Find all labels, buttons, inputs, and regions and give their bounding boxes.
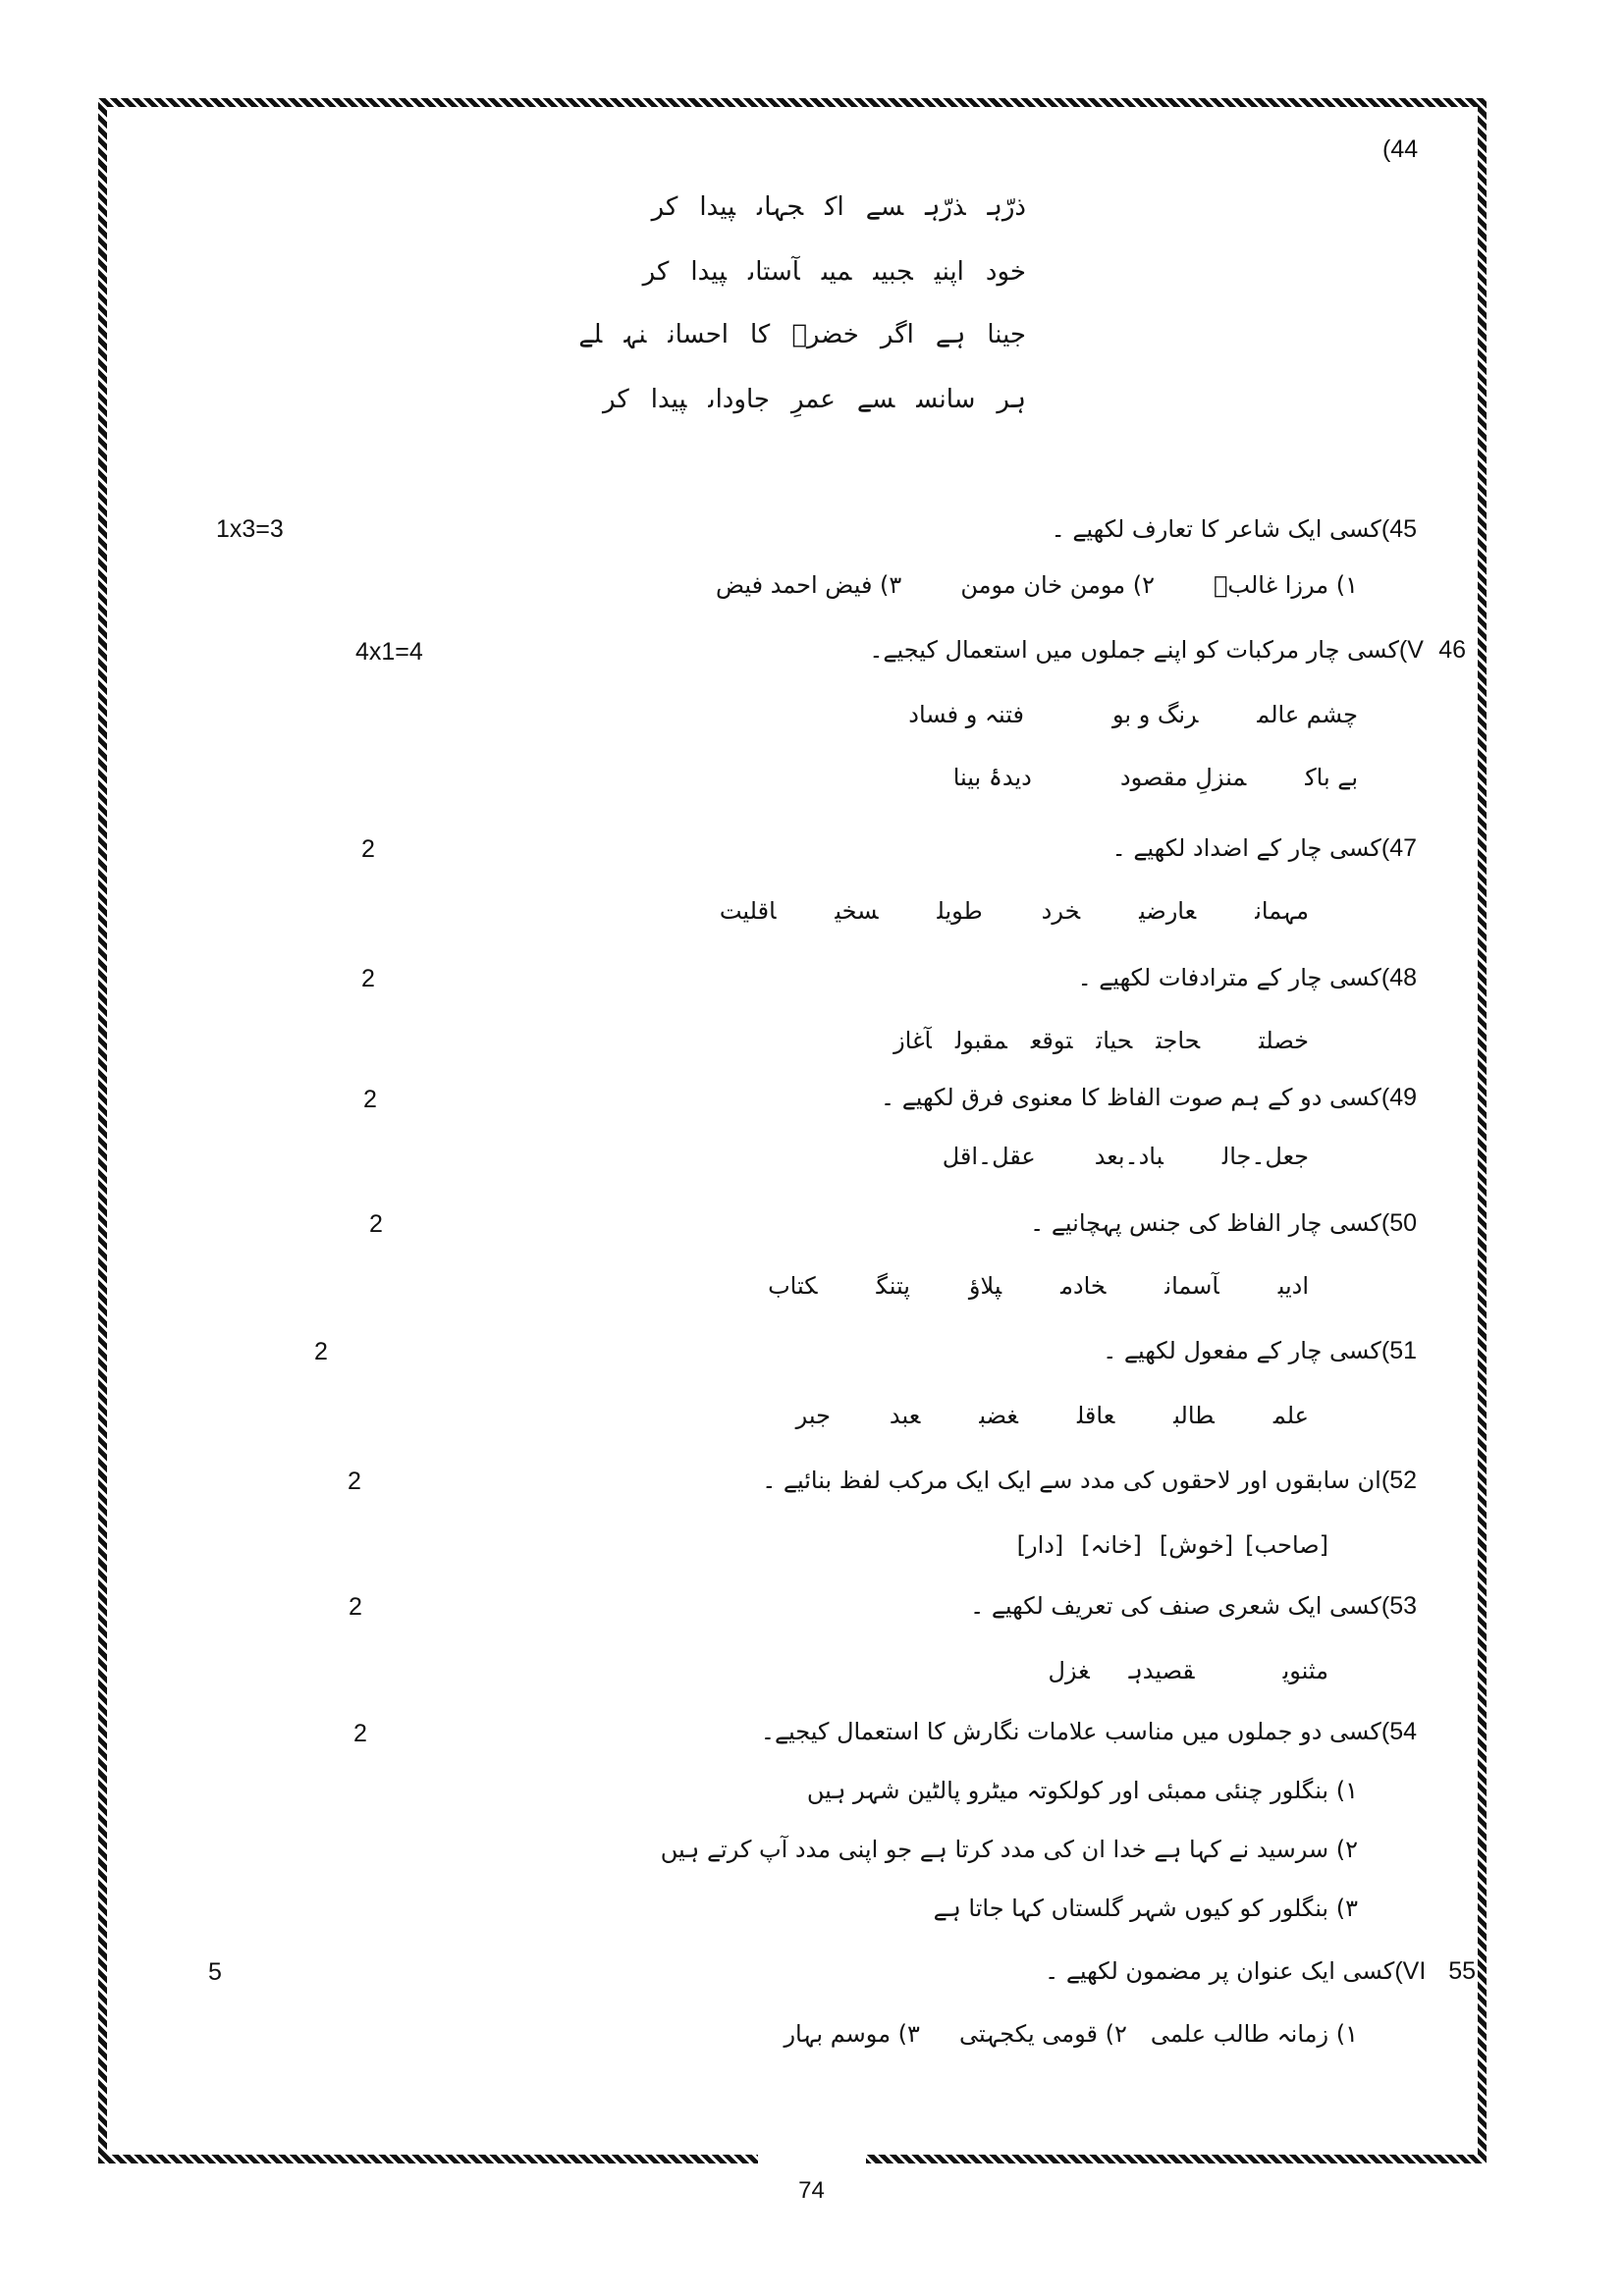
words-52: [صاحب][خوش][خانہ][دار] bbox=[1016, 1531, 1328, 1559]
question-48: 48)کسی چار کے مترادفات لکھیے ۔ bbox=[1077, 964, 1417, 991]
question-47: 47)کسی چار کے اضداد لکھیے ۔ bbox=[1111, 834, 1417, 862]
marks-50: 2 bbox=[369, 1210, 383, 1238]
marks-46: 4x1=4 bbox=[355, 638, 423, 666]
phrases-46-row1: چشم عالمرنگ و بوفتنہ و فساد bbox=[908, 701, 1358, 728]
question-54: 54)کسی دو جملوں میں مناسب علامات نگارش کا استعمال کیجیے۔ bbox=[760, 1718, 1417, 1745]
question-52: 52)ان سابقوں اور لاحقوں کی مدد سے ایک ایک مرکب لفظ بنائیے ۔ bbox=[762, 1467, 1417, 1494]
marks-53: 2 bbox=[349, 1593, 362, 1621]
marks-48: 2 bbox=[361, 965, 375, 992]
question-46: V 46)کسی چار مرکبات کو اپنے جملوں میں استعمال کیجیے۔ bbox=[869, 636, 1466, 664]
question-51: 51)کسی چار کے مفعول لکھیے ۔ bbox=[1103, 1337, 1417, 1364]
question-55: VI 55)کسی ایک عنوان پر مضمون لکھیے ۔ bbox=[1045, 1957, 1476, 1985]
poem-line-4: ہرسانسسےعمرِجاوداںپیداکر bbox=[603, 385, 1026, 414]
words-47: مہمانعارضیخردطویلسخیاقلیت bbox=[719, 897, 1309, 925]
question-50: 50)کسی چار الفاظ کی جنس پہچانیے ۔ bbox=[1030, 1209, 1417, 1237]
marks-49: 2 bbox=[363, 1086, 377, 1113]
sentence-54-2: ۲) سرسید نے کہا ہے خدا ان کی مدد کرتا ہے جو اپنی مدد آپ کرتے ہیں bbox=[660, 1836, 1358, 1863]
poem-line-2: خوداپنیجبیںمیںآستاںپیداکر bbox=[642, 257, 1026, 287]
words-49: جعل۔جالباد۔بعدعقل۔اقل bbox=[942, 1143, 1309, 1170]
question-49: 49)کسی دو کے ہم صوت الفاظ کا معنوی فرق لکھیے ۔ bbox=[881, 1084, 1417, 1111]
options-55: ۱) زمانہ طالب علمی۲) قومی یکجہتی۳) موسم بہار bbox=[784, 2020, 1358, 2048]
poem-line-1: ذرّہذرّہسےاکجہاںپیداکر bbox=[651, 192, 1026, 222]
page-number: 74 bbox=[798, 2177, 825, 2204]
question-ref: (44 bbox=[1382, 135, 1419, 163]
options-45: ۱) مرزا غالبؔ۲) مومن خان مومن۳) فیض احمد فیض bbox=[715, 571, 1358, 599]
sentence-54-3: ۳) بنگلور کو کیوں شہر گلستاں کہا جاتا ہے bbox=[933, 1895, 1358, 1922]
marks-52: 2 bbox=[348, 1468, 361, 1495]
words-50: ادیبآسمانخادمپلاؤپتنگکتاب bbox=[768, 1272, 1309, 1300]
words-53: مثنویقصیدہغزل bbox=[1048, 1657, 1328, 1684]
words-48: خصلتحاجتحیاتتوقعمقبولآغاز bbox=[893, 1027, 1309, 1054]
border-gap bbox=[758, 2152, 866, 2175]
phrases-46-row2: بے باکمنزلِ مقصوددیدۂ بینا bbox=[952, 764, 1358, 791]
marks-45: 1x3=3 bbox=[216, 515, 284, 543]
marks-47: 2 bbox=[361, 835, 375, 863]
poem-line-3: جیناہےاگرخضرؑکااحساننہلے bbox=[578, 320, 1026, 349]
question-53: 53)کسی ایک شعری صنف کی تعریف لکھیے ۔ bbox=[970, 1592, 1417, 1620]
marks-51: 2 bbox=[314, 1338, 328, 1365]
marks-55: 5 bbox=[208, 1958, 222, 1986]
words-51: علمطالبعاقلغضبعبدجبر bbox=[795, 1402, 1309, 1429]
question-45: 45)کسی ایک شاعر کا تعارف لکھیے ۔ bbox=[1051, 515, 1417, 543]
sentence-54-1: ۱) بنگلور چنئی ممبئی اور کولکوتہ میٹرو پالٹین شہر ہیں bbox=[806, 1777, 1358, 1804]
marks-54: 2 bbox=[353, 1720, 367, 1747]
